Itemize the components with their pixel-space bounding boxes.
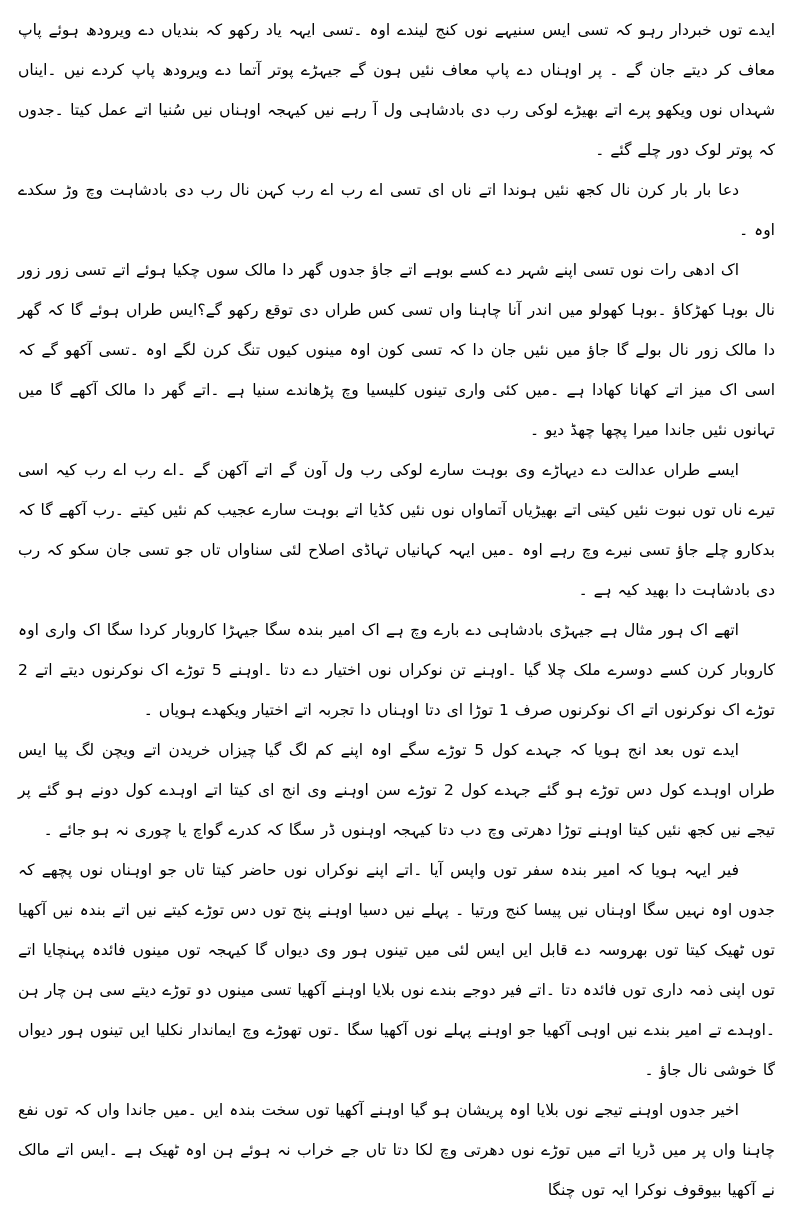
paragraph-repeated-prayer: دعا بار بار کرن نال کجھ نئیں ہوندا اتے ناں ای تسی اے رب اے رب کہن نال رب دی بادشاہت وچ وڑ سکدے اوہ ۔ [18, 181, 775, 239]
paragraph-midnight-door-knocking: اک ادھی رات نوں تسی اپنے شہر دے کسے بوہے اتے جاؤ جدوں گھر دا مالک سوں چکیا ہوئے اتے تسی زور زور نال بوہا کھڑکاؤ ۔بوہا کھولو میں اندر آنا چاہنا واں تسی کس طراں دی توقع رکھو گے؟ایس طراں ہوئے گا کہ گھر دا مالک زور نال بولے گا جاؤ میں نئیں جان دا کہ تسی کون اوہ مینوں کیوں تنگ کرن لگے اوہ ۔تسی آکھو گے کہ اسی اک میز اتے کھانا کھادا ہے ۔میں کئی واری تینوں کلیسیا وچ پڑھاندے سنیا ہے ۔اتے گھر دا مالک آکھے گا میں تہانوں نئیں جاندا میرا پچھا چھڈ دیو ۔ [18, 261, 775, 439]
paragraph-warning-about-message: ایدے توں خبردار رہو کہ تسی ایس سنیہے نوں کنج لیندے اوہ ۔تسی ایہہ یاد رکھو کہ بندیاں دے ویرودھ ہوئے پاپ معاف کر دیتے جان گے ۔ پر اوہناں دے پاپ معاف نئیں ہون گے جیہڑے پوتر آتما دے ویرودھ پاپ کردے نیں ۔ایناں شہداں نوں ویکھو پرے اتے بھیڑے لوکی رب دی بادشاہی ول آ رہے نیں کیہجہ اوہناں نیں سُنیا اتے عمل کیتا ۔جدوں کہ پوتر لوک دور چلے گئے ۔ [18, 21, 775, 159]
paragraph-rich-man-parable: اتھے اک ہور مثال ہے جیہڑی بادشاہی دے بارے وچ ہے اک امیر بندہ سگا جیہڑا کاروبار کردا سگا اک واری اوہ کاروبار کرن کسے دوسرے ملک چلا گیا ۔اوہنے تن نوکراں نوں اختیار دے دتا ۔اوہنے 5 توڑے اک نوکرنوں دیتے اتے 2 توڑے اک نوکرنوں اتے اک نوکرنوں صرف 1 توڑا ای دتا اوہناں دا تجربہ اتے اختیار ویکھدے ہویاں ۔ [18, 621, 775, 719]
paragraph-master-returns: فیر ایہہ ہویا کہ امیر بندہ سفر توں واپس آیا ۔اتے اپنے نوکراں نوں حاضر کیتا تاں جو اوہناں نوں پچھے کہ جدوں اوہ نہیں سگا اوہناں نیں پیسا کنج ورتیا ۔ پہلے نیں دسیا اوہنے پنج توں دس توڑے کیتے نیں اتے بندہ نیں آکھیا توں ٹھیک کیتا توں بھروسہ دے قابل ایں ایس لئی میں تینوں ہور وی دیواں گا کیہجہ توں مینوں فائدہ پہنچایا اتے توں اپنی ذمہ داری توں فائدہ دتا ۔اتے فیر دوجے بندے نوں بلایا اوہنے آکھیا تسی مینوں دو توڑے دیتے سی ہن چار ہن ۔اوہدے تے امیر بندے نیں اوہی آکھیا جو اوہنے پہلے نوں آکھیا سگا ۔توں تھوڑے وچ ایماندار نکلیا ایں تینوں ہور دیواں گا خوشی نال جاؤ ۔ [18, 861, 775, 1079]
paragraph-third-servant: اخیر جدوں اوہنے تیجے نوں بلایا اوہ پریشان ہو گیا اوہنے آکھیا توں سخت بندہ ایں ۔میں جاندا واں کہ توں نفع چاہنا واں پر میں ڈریا اتے میں توڑے نوں دھرتی وچ لکا دتا تاں جے خراب نہ ہوئے ہن اوہ ٹھیک ہے ۔ایس اتے مالک نے آکھیا بیوقوف نوکرا ایہ توں چنگا [18, 1101, 775, 1199]
paragraph-judgement-day: ایسے طراں عدالت دے دیہاڑے وی بوہت سارے لوکی رب ول آون گے اتے آکھن گے ۔اے رب اے رب کیہ اسی تیرے ناں توں نبوت نئیں کیتی اتے بھیڑیاں آتماواں نوں نئیں کڈیا اتے بوہت سارے عجیب کم نئیں کیتے ۔رب آکھے گا کہ بدکارو چلے جاؤ تسی نیرے وچ رہے اوہ ۔میں ایہہ کہانیاں تہاڈی اصلاح لئی سناواں تاں جو تسی جان سکو کہ رب دی بادشاہت دا بھید کیہ ہے ۔ [18, 461, 775, 599]
paragraph-servants-trading: ایدے توں بعد انج ہویا کہ جہدے کول 5 توڑے سگے اوہ اپنے کم لگ گیا چیزاں خریدن اتے ویچن لگ پیا ایس طراں اوہدے کول دس توڑے ہو گئے جہدے کول 2 توڑے سن اوہنے وی انج ای کیتا اتے اوہدے کول دونے ہو گئے پر تیجے نیں کجھ نئیں کیتا اوہنے توڑا دھرتی وچ دب دتا کیہجہ اوہنوں ڈر سگا کہ کدرے گواچ یا چوری نہ ہو جائے ۔ [18, 741, 775, 839]
